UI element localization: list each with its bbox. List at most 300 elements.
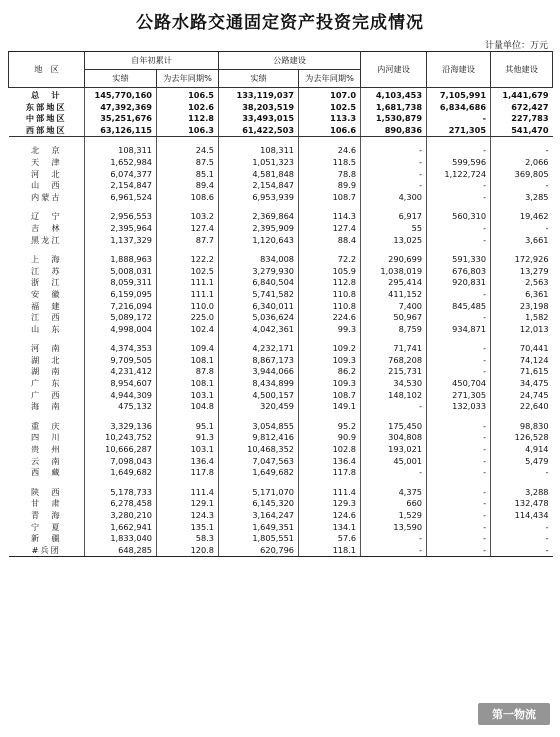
region-cell: 新 疆: [30, 533, 62, 544]
group-spacer: [9, 335, 553, 343]
ytd-amount-cell: 1,888,963: [85, 254, 157, 266]
ytd-amount-cell: 475,132: [85, 401, 157, 413]
highway-amount-cell: 108,311: [219, 145, 299, 157]
highway-yoy-cell: 149.1: [299, 401, 361, 413]
ytd-yoy-cell: 87.5: [157, 157, 219, 169]
ytd-yoy-cell: 117.8: [157, 467, 219, 479]
header-ytd-amount: 实绩: [85, 70, 157, 88]
group-spacer: [9, 137, 553, 146]
highway-amount-cell: 6,340,011: [219, 301, 299, 313]
region-cell: 上 海: [30, 254, 62, 265]
highway-yoy-cell: 108.7: [299, 390, 361, 402]
ytd-amount-cell: 63,126,115: [85, 125, 157, 137]
table-row: [9, 180, 553, 192]
other-cell: 1,582: [491, 312, 553, 324]
ytd-yoy-cell: 104.8: [157, 401, 219, 413]
header-ytd: 自年初累计: [85, 52, 219, 70]
ytd-amount-cell: 1,649,682: [85, 467, 157, 479]
ytd-amount-cell: 47,392,369: [85, 102, 157, 114]
watermark-logo: 第一物流: [478, 703, 550, 725]
other-cell: 132,478: [491, 498, 553, 510]
table-row: [9, 145, 553, 157]
region-cell: 山 西: [30, 180, 62, 191]
region-cell: 广 东: [30, 378, 62, 389]
inland-cell: 6,917: [361, 211, 427, 223]
region-cell: 贵 州: [30, 444, 62, 455]
highway-yoy-cell: 108.7: [299, 192, 361, 204]
ytd-yoy-cell: 129.1: [157, 498, 219, 510]
table-row: [9, 456, 553, 468]
table-row: [9, 157, 553, 169]
other-cell: 1,441,679: [491, 88, 553, 102]
highway-yoy-cell: 118.5: [299, 157, 361, 169]
table-row: [9, 545, 553, 557]
ytd-yoy-cell: 112.8: [157, 113, 219, 125]
coastal-cell: 599,596: [427, 157, 491, 169]
ytd-yoy-cell: 106.5: [157, 88, 219, 102]
inland-cell: 1,681,738: [361, 102, 427, 114]
ytd-amount-cell: 3,280,210: [85, 510, 157, 522]
region-cell: 西部地区: [9, 125, 85, 137]
table-row: [9, 444, 553, 456]
ytd-yoy-cell: 91.3: [157, 432, 219, 444]
inland-cell: 768,208: [361, 355, 427, 367]
ytd-yoy-cell: 103.2: [157, 211, 219, 223]
highway-amount-cell: 3,054,855: [219, 421, 299, 433]
ytd-amount-cell: 1,137,329: [85, 235, 157, 247]
ytd-yoy-cell: 135.1: [157, 522, 219, 534]
region-cell: 湖 北: [30, 354, 62, 365]
header-ytd-yoy: 为去年同期%: [157, 70, 219, 88]
highway-amount-cell: 133,119,037: [219, 88, 299, 102]
ytd-yoy-cell: 102.5: [157, 266, 219, 278]
coastal-cell: -: [427, 145, 491, 157]
other-cell: 3,661: [491, 235, 553, 247]
page-title: 公路水路交通固定资产投资完成情况: [136, 13, 424, 33]
inland-cell: 660: [361, 498, 427, 510]
coastal-cell: 676,803: [427, 266, 491, 278]
coastal-cell: 591,330: [427, 254, 491, 266]
region-cell: 河 南: [30, 343, 62, 354]
other-cell: -: [491, 180, 553, 192]
ytd-amount-cell: 3,329,136: [85, 421, 157, 433]
inland-cell: 304,808: [361, 432, 427, 444]
coastal-cell: -: [427, 223, 491, 235]
ytd-amount-cell: 9,709,505: [85, 355, 157, 367]
inland-cell: 55: [361, 223, 427, 235]
inland-cell: 13,590: [361, 522, 427, 534]
region-cell: 山 东: [30, 323, 62, 334]
highway-yoy-cell: 111.4: [299, 487, 361, 499]
inland-cell: -: [361, 467, 427, 479]
region-cell: 中部地区: [25, 113, 67, 124]
inland-cell: 4,375: [361, 487, 427, 499]
highway-amount-cell: 5,036,624: [219, 312, 299, 324]
ytd-yoy-cell: 103.1: [157, 444, 219, 456]
ytd-yoy-cell: 108.6: [157, 192, 219, 204]
ytd-amount-cell: 4,374,353: [85, 343, 157, 355]
ytd-amount-cell: 1,833,040: [85, 533, 157, 545]
highway-yoy-cell: 72.2: [299, 254, 361, 266]
table-row: [9, 498, 553, 510]
highway-amount-cell: 38,203,519: [219, 102, 299, 114]
ytd-amount-cell: 2,956,553: [85, 211, 157, 223]
inland-cell: 890,836: [361, 125, 427, 137]
coastal-cell: 132,033: [427, 401, 491, 413]
region-cell: 青 海: [30, 510, 62, 520]
ytd-yoy-cell: 136.4: [157, 456, 219, 468]
other-cell: 3,288: [491, 487, 553, 499]
highway-amount-cell: 3,279,930: [219, 266, 299, 278]
region-cell: 宁 夏: [30, 521, 62, 532]
ytd-amount-cell: 5,008,031: [85, 266, 157, 278]
inland-cell: 71,741: [361, 343, 427, 355]
inland-cell: 290,699: [361, 254, 427, 266]
highway-amount-cell: 4,581,848: [219, 169, 299, 181]
coastal-cell: -: [427, 522, 491, 534]
ytd-yoy-cell: 102.4: [157, 324, 219, 336]
highway-yoy-cell: 109.3: [299, 355, 361, 367]
table-row: [9, 355, 553, 367]
inland-cell: 50,967: [361, 312, 427, 324]
other-cell: 172,926: [491, 254, 553, 266]
ytd-yoy-cell: 89.4: [157, 180, 219, 192]
region-cell: 河 北: [30, 168, 62, 179]
other-cell: 5,479: [491, 456, 553, 468]
highway-amount-cell: 4,232,171: [219, 343, 299, 355]
header-highway: 公路建设: [219, 52, 361, 70]
highway-amount-cell: 1,649,351: [219, 522, 299, 534]
other-cell: 3,285: [491, 192, 553, 204]
region-cell: 广 西: [30, 389, 62, 400]
other-cell: 12,013: [491, 324, 553, 336]
table-row: [9, 169, 553, 181]
table-row: [9, 343, 553, 355]
ytd-amount-cell: 6,074,377: [85, 169, 157, 181]
coastal-cell: -: [427, 312, 491, 324]
inland-cell: -: [361, 533, 427, 545]
highway-amount-cell: 7,047,563: [219, 456, 299, 468]
ytd-yoy-cell: 102.6: [157, 102, 219, 114]
highway-yoy-cell: 124.6: [299, 510, 361, 522]
other-cell: 71,615: [491, 366, 553, 378]
table-row: [9, 223, 553, 235]
highway-amount-cell: 5,741,582: [219, 289, 299, 301]
ytd-amount-cell: 10,666,287: [85, 444, 157, 456]
inland-cell: 7,400: [361, 301, 427, 313]
ytd-amount-cell: 7,098,043: [85, 456, 157, 468]
ytd-amount-cell: 2,154,847: [85, 180, 157, 192]
ytd-amount-cell: 108,311: [85, 145, 157, 157]
highway-amount-cell: 6,145,320: [219, 498, 299, 510]
region-cell: 天 津: [30, 156, 62, 167]
highway-amount-cell: 3,164,247: [219, 510, 299, 522]
table-row: [9, 312, 553, 324]
coastal-cell: 7,105,991: [427, 88, 491, 102]
highway-amount-cell: 320,459: [219, 401, 299, 413]
other-cell: 369,805: [491, 169, 553, 181]
other-cell: -: [491, 223, 553, 235]
highway-yoy-cell: 90.9: [299, 432, 361, 444]
other-cell: 70,441: [491, 343, 553, 355]
coastal-cell: -: [427, 533, 491, 545]
table-row: [9, 301, 553, 313]
region-cell: 陕 西: [30, 486, 62, 497]
highway-yoy-cell: 117.8: [299, 467, 361, 479]
region-cell: 辽 宁: [30, 211, 62, 222]
region-cell: 东部地区: [25, 101, 67, 112]
ytd-yoy-cell: 24.5: [157, 145, 219, 157]
region-cell: 内蒙古: [30, 191, 62, 202]
highway-amount-cell: 10,468,352: [219, 444, 299, 456]
other-cell: 227,783: [491, 113, 553, 125]
table-row: [9, 88, 553, 102]
ytd-yoy-cell: 108.1: [157, 378, 219, 390]
coastal-cell: -: [427, 192, 491, 204]
highway-amount-cell: 2,154,847: [219, 180, 299, 192]
ytd-amount-cell: 4,231,412: [85, 366, 157, 378]
coastal-cell: 934,871: [427, 324, 491, 336]
table-row: [9, 510, 553, 522]
group-spacer: [9, 203, 553, 211]
coastal-cell: -: [427, 467, 491, 479]
highway-yoy-cell: 112.8: [299, 277, 361, 289]
coastal-cell: 271,305: [427, 390, 491, 402]
header-inland: 内河建设: [361, 52, 427, 88]
highway-yoy-cell: 88.4: [299, 235, 361, 247]
other-cell: 2,066: [491, 157, 553, 169]
coastal-cell: 560,310: [427, 211, 491, 223]
region-cell: 四 川: [30, 432, 62, 443]
other-cell: 22,640: [491, 401, 553, 413]
ytd-amount-cell: 5,178,733: [85, 487, 157, 499]
table-row: [9, 366, 553, 378]
other-cell: 672,427: [491, 102, 553, 114]
inland-cell: 1,530,879: [361, 113, 427, 125]
coastal-cell: -: [427, 432, 491, 444]
inland-cell: 175,450: [361, 421, 427, 433]
table-row: [9, 102, 553, 114]
ytd-yoy-cell: 87.8: [157, 366, 219, 378]
highway-yoy-cell: 110.8: [299, 289, 361, 301]
inland-cell: -: [361, 545, 427, 557]
highway-yoy-cell: 102.5: [299, 102, 361, 114]
header-other: 其他建设: [491, 52, 553, 88]
inland-cell: 34,530: [361, 378, 427, 390]
highway-amount-cell: 2,395,909: [219, 223, 299, 235]
inland-cell: 13,025: [361, 235, 427, 247]
table-row: [9, 533, 553, 545]
ytd-yoy-cell: 85.1: [157, 169, 219, 181]
ytd-amount-cell: 648,285: [85, 545, 157, 557]
table-row: [9, 266, 553, 278]
region-cell: 福 建: [30, 300, 62, 311]
region-cell: 海 南: [30, 401, 62, 412]
table-row: [9, 113, 553, 125]
other-cell: 74,124: [491, 355, 553, 367]
highway-yoy-cell: 136.4: [299, 456, 361, 468]
ytd-amount-cell: 10,243,752: [85, 432, 157, 444]
other-cell: 126,528: [491, 432, 553, 444]
coastal-cell: -: [427, 113, 491, 125]
highway-yoy-cell: 102.8: [299, 444, 361, 456]
other-cell: 6,361: [491, 289, 553, 301]
inland-cell: 1,529: [361, 510, 427, 522]
inland-cell: -: [361, 157, 427, 169]
ytd-amount-cell: 1,662,941: [85, 522, 157, 534]
coastal-cell: -: [427, 289, 491, 301]
ytd-yoy-cell: 225.0: [157, 312, 219, 324]
region-cell: 总 计: [30, 90, 62, 100]
inland-cell: 295,414: [361, 277, 427, 289]
coastal-cell: -: [427, 444, 491, 456]
highway-yoy-cell: 89.9: [299, 180, 361, 192]
region-cell: 甘 肃: [30, 498, 62, 509]
coastal-cell: -: [427, 510, 491, 522]
highway-amount-cell: 1,805,551: [219, 533, 299, 545]
highway-yoy-cell: 114.3: [299, 211, 361, 223]
inland-cell: 8,759: [361, 324, 427, 336]
other-cell: 23,198: [491, 301, 553, 313]
highway-yoy-cell: 86.2: [299, 366, 361, 378]
ytd-yoy-cell: 87.7: [157, 235, 219, 247]
coastal-cell: 845,485: [427, 301, 491, 313]
region-cell: 西 藏: [30, 467, 62, 478]
table-row: [9, 401, 553, 413]
highway-yoy-cell: 78.8: [299, 169, 361, 181]
coastal-cell: -: [427, 487, 491, 499]
table-row: [9, 277, 553, 289]
ytd-amount-cell: 1,652,984: [85, 157, 157, 169]
header-highway-amount: 实绩: [219, 70, 299, 88]
other-cell: -: [491, 467, 553, 479]
other-cell: -: [491, 145, 553, 157]
table-row: [9, 467, 553, 479]
table-row: [9, 324, 553, 336]
coastal-cell: -: [427, 456, 491, 468]
ytd-amount-cell: 6,961,524: [85, 192, 157, 204]
highway-yoy-cell: 113.3: [299, 113, 361, 125]
ytd-yoy-cell: 58.3: [157, 533, 219, 545]
region-cell: 黑龙江: [30, 234, 62, 245]
other-cell: -: [491, 545, 553, 557]
inland-cell: 148,102: [361, 390, 427, 402]
ytd-amount-cell: 6,159,095: [85, 289, 157, 301]
inland-cell: -: [361, 180, 427, 192]
table-body: [9, 88, 553, 557]
header-highway-yoy: 为去年同期%: [299, 70, 361, 88]
header-coastal: 沿海建设: [427, 52, 491, 88]
highway-amount-cell: 1,120,643: [219, 235, 299, 247]
other-cell: 24,745: [491, 390, 553, 402]
highway-amount-cell: 5,171,070: [219, 487, 299, 499]
ytd-yoy-cell: 127.4: [157, 223, 219, 235]
other-cell: 4,914: [491, 444, 553, 456]
ytd-amount-cell: 35,251,676: [85, 113, 157, 125]
inland-cell: 45,001: [361, 456, 427, 468]
highway-amount-cell: 3,944,066: [219, 366, 299, 378]
table-row: [9, 254, 553, 266]
unit-note: 计量单位：万元: [484, 41, 548, 51]
table-row: [9, 432, 553, 444]
inland-cell: 1,038,019: [361, 266, 427, 278]
highway-yoy-cell: 109.3: [299, 378, 361, 390]
inland-cell: -: [361, 145, 427, 157]
highway-yoy-cell: 99.3: [299, 324, 361, 336]
ytd-amount-cell: 4,944,309: [85, 390, 157, 402]
highway-yoy-cell: 109.2: [299, 343, 361, 355]
region-cell: 湖 南: [30, 366, 62, 377]
coastal-cell: 6,834,686: [427, 102, 491, 114]
region-cell: 吉 林: [30, 222, 62, 233]
highway-yoy-cell: 134.1: [299, 522, 361, 534]
ytd-yoy-cell: 106.3: [157, 125, 219, 137]
table-row: [9, 378, 553, 390]
region-cell: 云 南: [30, 455, 62, 466]
table-header: [9, 52, 553, 88]
coastal-cell: -: [427, 355, 491, 367]
region-cell: 安 徽: [30, 288, 62, 299]
investment-table: [8, 51, 553, 557]
region-cell: 江 西: [30, 312, 62, 323]
ytd-yoy-cell: 111.1: [157, 289, 219, 301]
inland-cell: -: [361, 401, 427, 413]
ytd-amount-cell: 8,059,311: [85, 277, 157, 289]
ytd-yoy-cell: 120.8: [157, 545, 219, 557]
inland-cell: 193,021: [361, 444, 427, 456]
table-row: [9, 421, 553, 433]
coastal-cell: 271,305: [427, 125, 491, 137]
highway-amount-cell: 6,953,939: [219, 192, 299, 204]
coastal-cell: 920,831: [427, 277, 491, 289]
highway-amount-cell: 4,500,157: [219, 390, 299, 402]
header-region: 地 区: [9, 52, 85, 88]
group-spacer: [9, 479, 553, 487]
ytd-yoy-cell: 111.4: [157, 487, 219, 499]
table-row: [9, 192, 553, 204]
other-cell: 2,563: [491, 277, 553, 289]
table-row: [9, 487, 553, 499]
highway-amount-cell: 1,649,682: [219, 467, 299, 479]
group-spacer: [9, 246, 553, 254]
highway-amount-cell: 8,434,899: [219, 378, 299, 390]
highway-yoy-cell: 110.8: [299, 301, 361, 313]
inland-cell: 411,152: [361, 289, 427, 301]
ytd-yoy-cell: 108.1: [157, 355, 219, 367]
highway-yoy-cell: 95.2: [299, 421, 361, 433]
ytd-yoy-cell: 124.3: [157, 510, 219, 522]
other-cell: 98,830: [491, 421, 553, 433]
other-cell: 13,279: [491, 266, 553, 278]
inland-cell: 4,103,453: [361, 88, 427, 102]
highway-yoy-cell: 57.6: [299, 533, 361, 545]
highway-yoy-cell: 224.6: [299, 312, 361, 324]
highway-yoy-cell: 107.0: [299, 88, 361, 102]
ytd-yoy-cell: 109.4: [157, 343, 219, 355]
highway-yoy-cell: 105.9: [299, 266, 361, 278]
ytd-amount-cell: 5,089,172: [85, 312, 157, 324]
region-cell: 浙 江: [30, 277, 62, 288]
ytd-amount-cell: 7,216,094: [85, 301, 157, 313]
other-cell: 114,434: [491, 510, 553, 522]
highway-amount-cell: 834,008: [219, 254, 299, 266]
coastal-cell: -: [427, 545, 491, 557]
ytd-amount-cell: 145,770,160: [85, 88, 157, 102]
highway-amount-cell: 6,840,504: [219, 277, 299, 289]
other-cell: -: [491, 533, 553, 545]
highway-yoy-cell: 24.6: [299, 145, 361, 157]
region-cell: #兵团: [9, 545, 85, 557]
